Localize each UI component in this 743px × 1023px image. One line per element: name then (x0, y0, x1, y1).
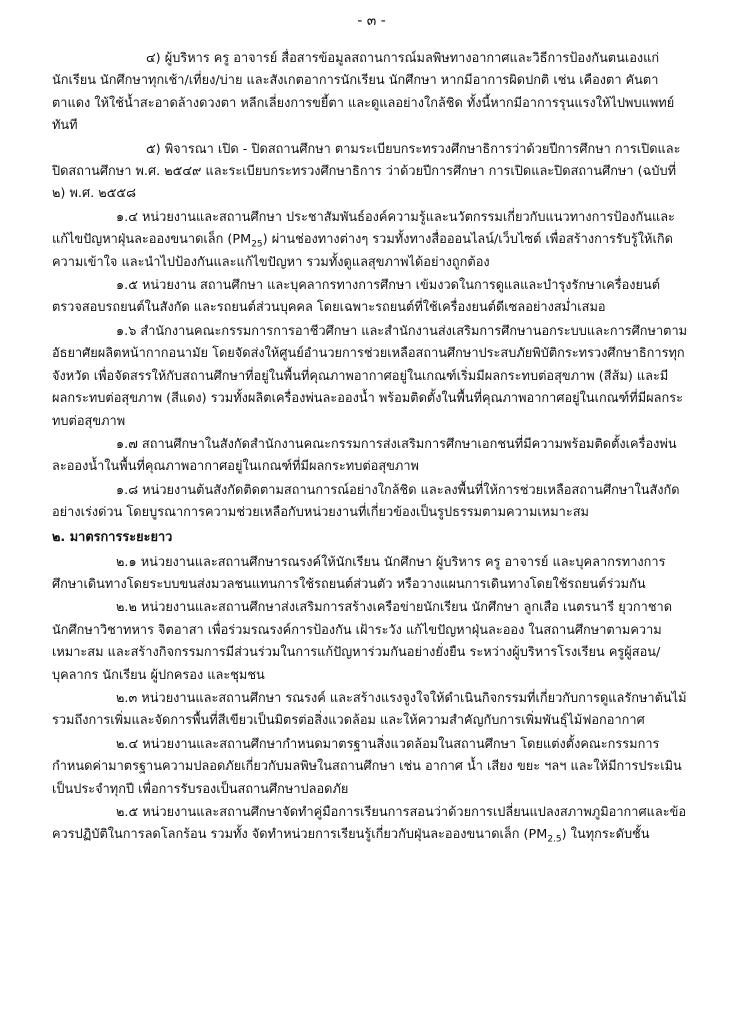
paragraph-2-5-text-end: ) ในทุกระดับชั้น (561, 827, 650, 843)
paragraph-1-6: ๑.๖ สำนักงานคณะกรรมการการอาชีวศึกษา และสำนักงานส่งเสริมการศึกษานอกระบบและการศึกษาตามอัธยาศัยผลิตหน้ากากอนามัย โดยจัดส่งให้ศูนย์อำนวยการช่วยเหลือสถานศึกษาประสบภัยพิบัติกระทรวงศึกษาธิการทุกจังหวัด เพื่อจัดสรรให้กับสถานศึกษาที่อยู่ในพื้นที่คุณภาพอากาศอยู่ในเกณฑ์เริ่มมีผลกระทบต่อสุขภาพ (สีส้ม) และมีผลกระทบต่อสุขภาพ (สีแดง) รวมทั้งผลิตเครื่องพ่นละอองน้ำ พร้อมติดตั้งในพื้นที่คุณภาพอากาศอยู่ในเกณฑ์ที่มีผลกระทบต่อสุขภาพ (52, 323, 688, 429)
paragraph-1-8: ๑.๘ หน่วยงานต้นสังกัดติดตามสถานการณ์อย่างใกล้ชิด และลงพื้นที่ให้การช่วยเหลือสถานศึกษาในสังกัดอย่างเร่งด่วน โดยบูรณาการความช่วยเหลือกับหน่วยงานที่เกี่ยวข้องเป็นรูปธรรมตามความเหมาะสม (52, 482, 680, 521)
paragraph-1-4 (52, 207, 691, 274)
paragraph-1-7: ๑.๗ สถานศึกษาในสังกัดสำนักงานคณะกรรมการส่งเสริมการศึกษาเอกชนที่มีความพร้อมติดตั้งเครื่องพ่นละอองน้ำในพื้นที่คุณภาพอากาศอยู่ในเกณฑ์ที่มีผลกระทบต่อสุขภาพ (52, 436, 677, 475)
paragraph-1-4-text-end: ) ผ่านช่องทางต่างๆ รวมทั้งทางสื่อออนไลน์/เว็บไซต์ เพื่อสร้างการรับรู้ให้เกิดความเข้าใจ และนำไปป้องกันและแก้ไขปัญหา รวมทั้งดูแลสุขภาพได้อย่างถูกต้อง (52, 232, 673, 270)
paragraph-2-5-text: ๒.๕ หน่วยงานและสถานศึกษาจัดทำคู่มือการเรียนการสอนว่าด้วยการเปลี่ยนแปลงสภาพภูมิอากาศและข้อควรปฏิบัติในการลดโลกร้อน รวมทั้ง จัดทำหน่วยการเรียนรู้เกี่ยวกับฝุ่นละอองขนาดเล็ก (PM (52, 805, 686, 843)
section-heading: ๒. มาตรการระยะยาว (52, 529, 173, 545)
paragraph-2-4: ๒.๔ หน่วยงานและสถานศึกษากำหนดมาตรฐานสิ่งแวดล้อมในสถานศึกษา โดยแต่งตั้งคณะกรรมการกำหนดค่ามาตรฐานความปลอดภัยเกี่ยวกับมลพิษในสถานศึกษา เช่น อากาศ น้ำ เสียง ขยะ ฯลฯ และให้มีการประเมินเป็นประจำทุกปี เพื่อการรับรองเป็นสถานศึกษาปลอดภัย (52, 736, 682, 797)
paragraph-item-4: ๔) ผู้บริหาร ครู อาจารย์ สื่อสารข้อมูลสถานการณ์มลพิษทางอากาศและวิธีการป้องกันตนเองแก่นักเรียน นักศึกษาทุกเช้า/เที่ยง/บ่าย และสังเกตอาการนักเรียน นักศึกษา หากมีอาการผิดปกติ เช่น เคืองตา คันตา ตาแดง ให้ใช้น้ำสะอาดล้างดวงตา หลีกเลี่ยงการขยี้ตา และดูแลอย่างใกล้ชิด ทั้งนี้หากมีอาการรุนแรงให้ไปพบแพทย์ทันที (52, 51, 675, 134)
paragraph-2-1: ๒.๑ หน่วยงานและสถานศึกษารณรงค์ให้นักเรียน นักศึกษา ผู้บริหาร ครู อาจารย์ และบุคลากรทางการศึกษาเดินทางโดยระบบขนส่งมวลชนแทนการใช้รถยนต์ส่วนตัว หรือวางแผนการเดินทางโดยใช้รถยนต์ร่วมกัน (52, 554, 666, 592)
paragraph-2-3: ๒.๓ หน่วยงานและสถานศึกษา รณรงค์ และสร้างแรงจูงใจให้ดำเนินกิจกรรมที่เกี่ยวกับการดูแลรักษาต้นไม้ รวมถึงการเพิ่มและจัดการพื้นที่สีเขียวเป็นมิตรต่อสิ่งแวดล้อม และให้ความสำคัญกับการเพิ่มพันธุ์ไม้ฟอกอากาศ (52, 690, 687, 729)
paragraph-2-2: ๒.๒ หน่วยงานและสถานศึกษาส่งเสริมการสร้างเครือข่ายนักเรียน นักศึกษา ลูกเสือ เนตรนารี ยุวกาชาด นักศึกษาวิชาทหาร จิตอาสา เพื่อร่วมรณรงค์การป้องกัน เฝ้าระวัง แก้ไขปัญหาฝุ่นละออง ในสถานศึกษาตามความเหมาะสม และสร้างกิจกรรมการมีส่วนร่วมในการแก้ปัญหาร่วมกันอย่างยั่งยืน ระหว่างผู้บริหารโรงเรียน ครูผู้สอน/บุคลากร นักเรียน ผู้ปกครอง และชุมชน (52, 600, 673, 683)
page-number: - ๓ - (357, 13, 386, 29)
pm-subscript: 25 (251, 239, 263, 250)
paragraph-1-5: ๑.๕ หน่วยงาน สถานศึกษา และบุคลากรทางการศึกษา เข้มงวดในการดูแลและบำรุงรักษาเครื่องยนต์ ตรวจสอบรถยนต์ในสังกัด และรถยนต์ส่วนบุคคล โดยเฉพาะรถยนต์ที่ใช้เครื่องยนต์ดีเซลอย่างสม่ำเสมอ (52, 278, 661, 316)
paragraph-2-5 (52, 802, 691, 847)
paragraph-1-4-text: ๑.๔ หน่วยงานและสถานศึกษา ประชาสัมพันธ์องค์ความรู้และนวัตกรรมเกี่ยวกับแนวทางการป้องกันและแก้ไขปัญหาฝุ่นละอองขนาดเล็ก (PM (52, 209, 675, 248)
pm25-subscript: 2.5 (547, 834, 562, 845)
paragraph-item-5: ๕) พิจารณา เปิด - ปิดสถานศึกษา ตามระเบียบกระทรวงศึกษาธิการว่าด้วยปีการศึกษา การเปิดและปิดสถานศึกษา พ.ศ. ๒๕๔๙ และระเบียบกระทรวงศึกษาธิการ ว่าด้วยปีการศึกษา การเปิดและปิดสถานศึกษา (ฉบับที่ ๒) พ.ศ. ๒๕๕๘ (52, 141, 681, 202)
